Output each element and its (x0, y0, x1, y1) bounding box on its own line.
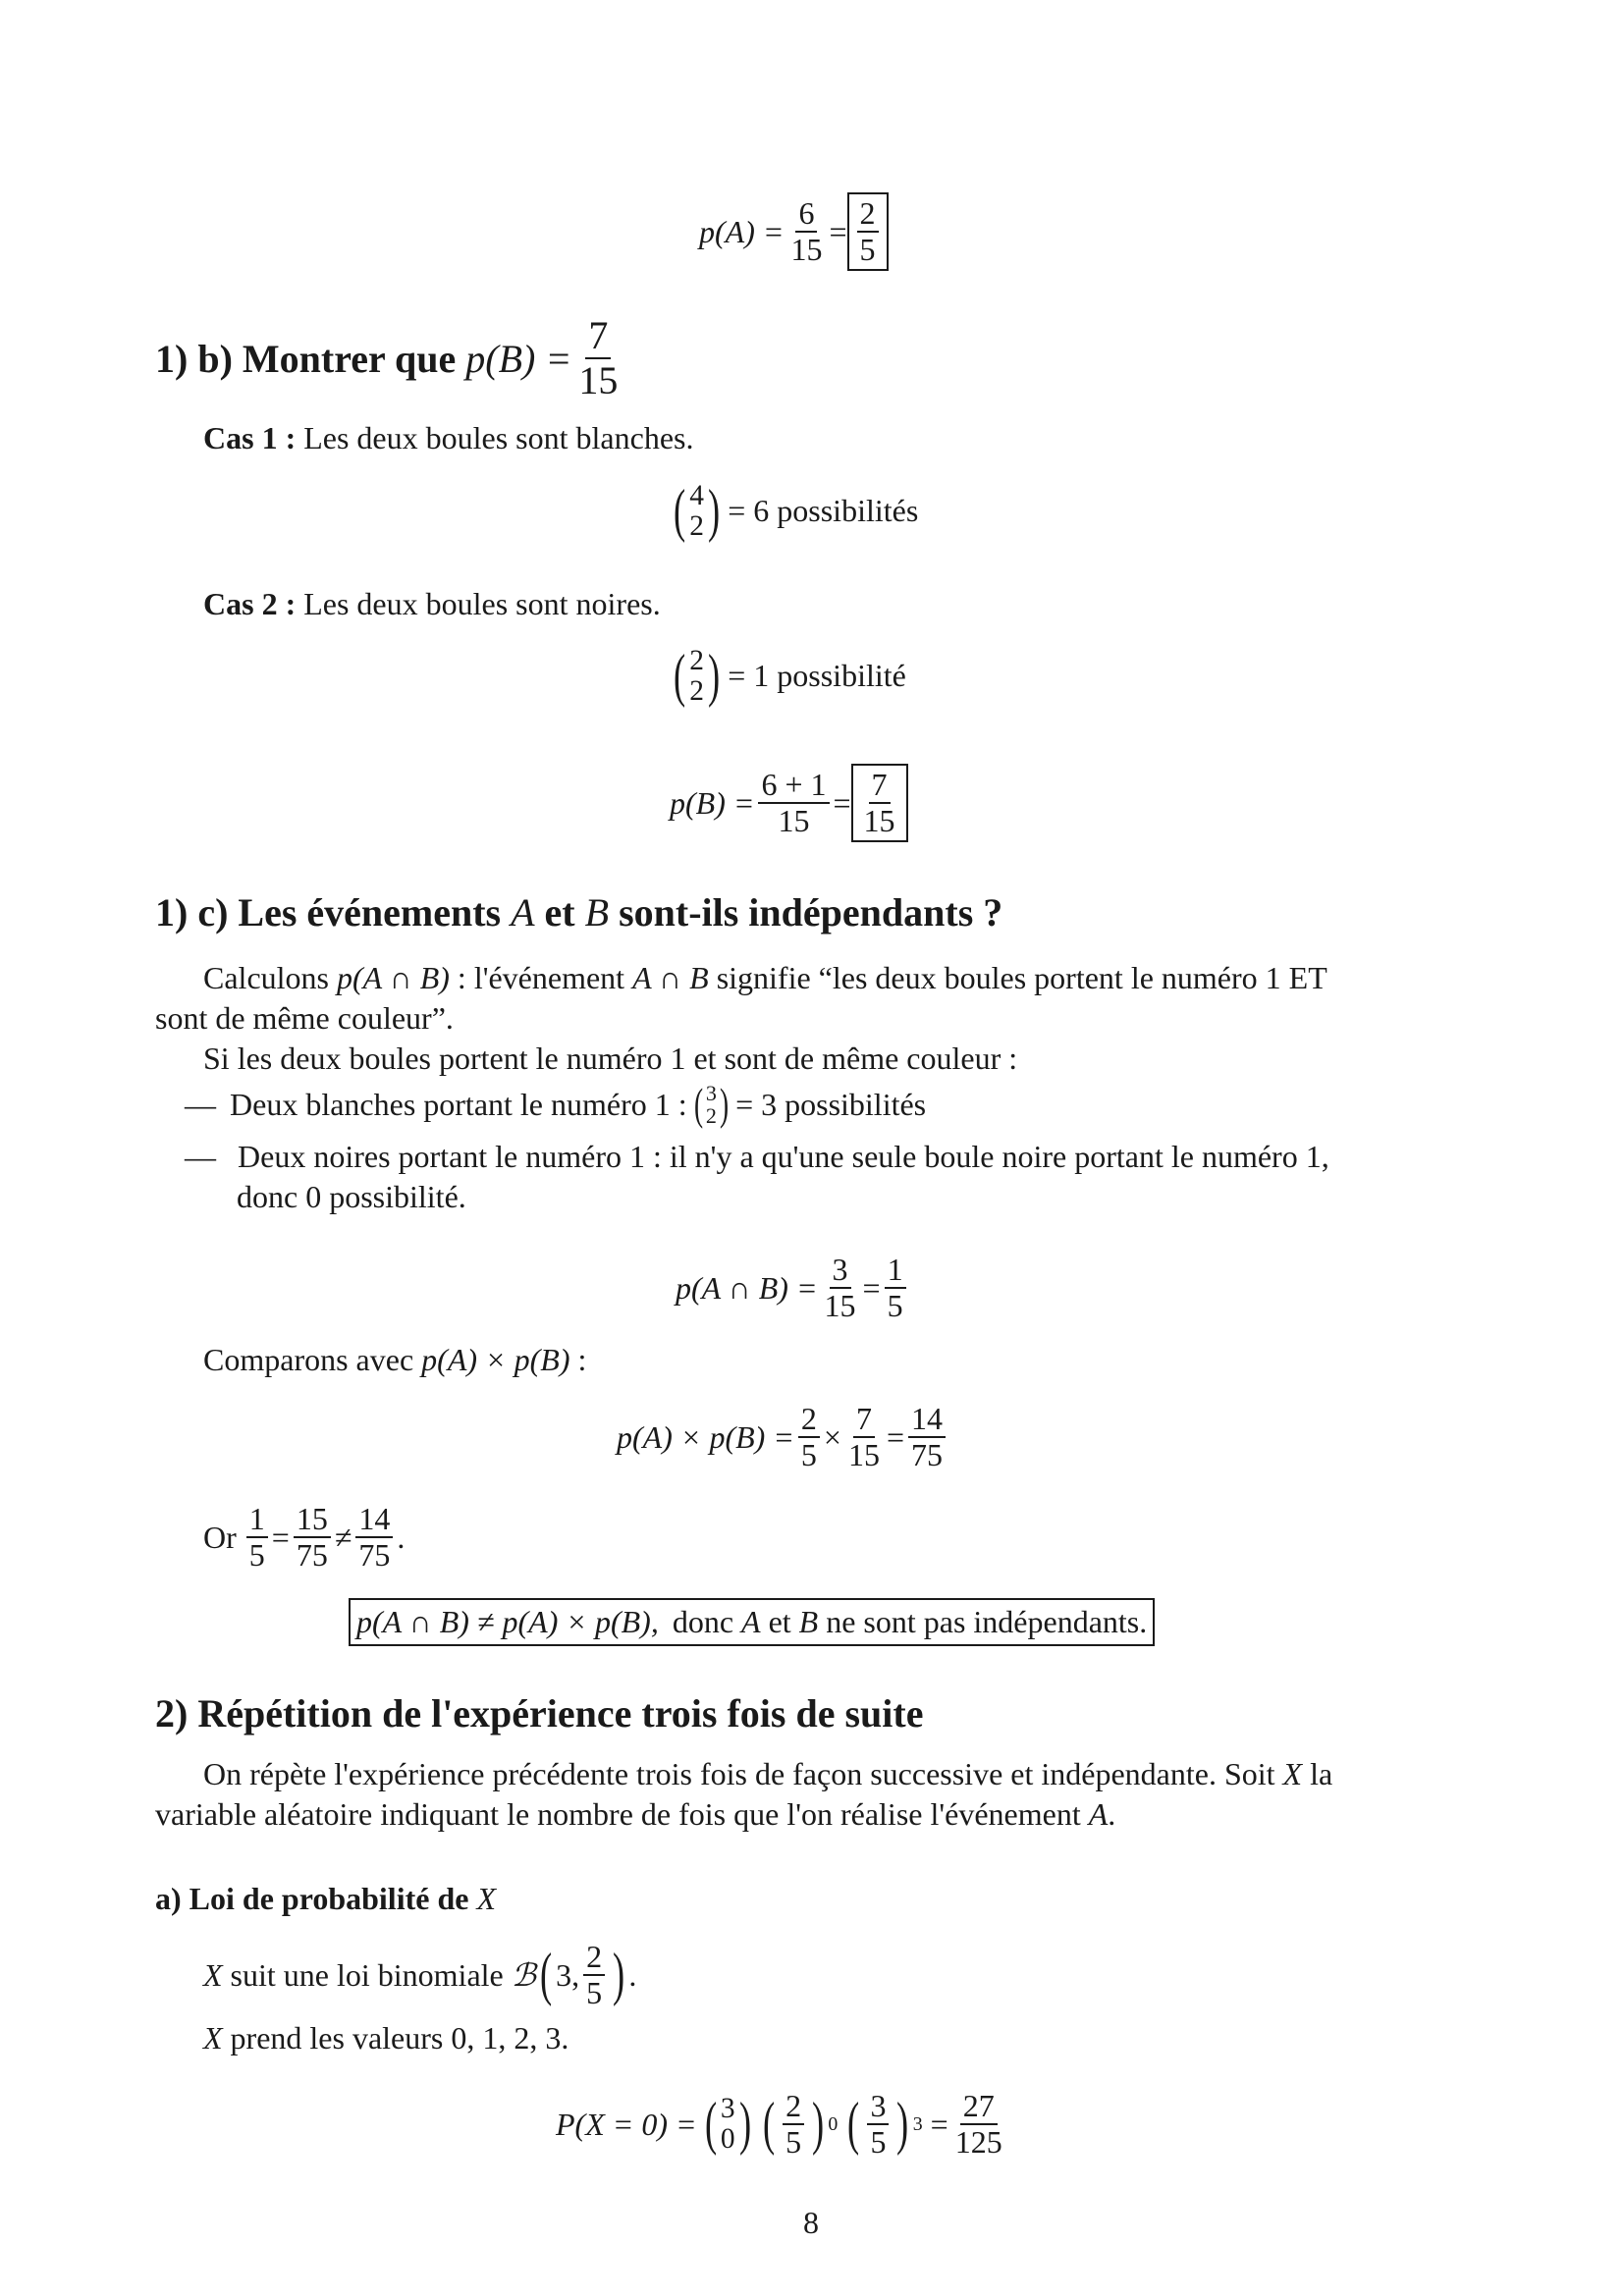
equals: = (886, 1418, 904, 1455)
subsection-heading-2a (155, 1881, 496, 1917)
formula-lhs: p(A) = (699, 213, 785, 249)
binom-top: 4 (689, 480, 704, 511)
paren-close: ) (812, 2090, 825, 2157)
binomial-coefficient: ( 2 2 ) (674, 642, 721, 709)
boxed-conclusion (349, 1598, 1155, 1646)
text: la (1310, 1756, 1333, 1791)
comparison-line (203, 1502, 405, 1573)
numerator: 14 (355, 1502, 393, 1538)
section-heading-2: 2) Répétition de l'expérience trois fois de suite (155, 1691, 924, 1735)
binom-result: = 1 possibilité (728, 658, 906, 694)
text: signifie “les deux boules portent le numéro 1 ET (716, 960, 1327, 995)
binomial-coefficient: ( 4 2 ) (674, 477, 721, 544)
fraction (845, 1402, 883, 1472)
numerator: 1 (246, 1502, 268, 1538)
formula-lhs: p(B) = (670, 784, 755, 821)
numerator: 2 (583, 1940, 605, 1976)
binomial-coefficient: ( 3 0 ) (704, 2090, 751, 2157)
text: variable aléatoire indiquant le nombre de fois que l'on réalise l'événement (155, 1796, 1081, 1832)
denominator: 15 (824, 1288, 856, 1324)
formula-lhs: p(A) × p(B) = (617, 1418, 794, 1455)
math: B (798, 1604, 819, 1639)
exponent: 0 (828, 2112, 839, 2135)
denominator: 15 (790, 232, 823, 268)
paragraph-line (203, 2020, 568, 2056)
heading-text: 1) b) Montrer que (155, 336, 457, 381)
fraction (857, 196, 879, 267)
denominator: 5 (859, 232, 876, 268)
math: p(A ∩ B) ≠ p(A) × p(B), (356, 1604, 659, 1639)
fraction (246, 1502, 268, 1573)
denominator: 15 (578, 358, 619, 402)
numerator: 3 (830, 1253, 851, 1289)
text: donc (672, 1604, 734, 1639)
text: . (1108, 1796, 1116, 1832)
denominator: 15 (863, 803, 895, 839)
text: Comparons avec (203, 1342, 414, 1377)
binomial-script-b: ℬ (511, 1957, 536, 1994)
heading-text: sont-ils indépendants ? (619, 890, 1003, 934)
paragraph-line (155, 1796, 1115, 1833)
denominator: 15 (847, 1437, 880, 1473)
case-text: Les deux boules sont blanches. (303, 420, 694, 455)
math: p(A) × p(B) (421, 1342, 570, 1377)
denominator: 125 (954, 2124, 1002, 2161)
text: suit une loi binomiale (230, 1956, 504, 1993)
formula-pAB (676, 1253, 910, 1323)
bullet-dash: — (185, 1086, 216, 1122)
fraction (908, 1402, 946, 1472)
math: p(A ∩ B) (336, 960, 450, 995)
list-item (185, 1079, 927, 1130)
heading-math: X (476, 1881, 496, 1916)
text: : l'événement (457, 960, 625, 995)
numerator: 14 (908, 1402, 946, 1438)
text: Calculons (203, 960, 329, 995)
numerator: 6 + 1 (758, 768, 829, 804)
binomial-coefficient-line-2 (666, 642, 906, 709)
math: A ∩ B (632, 960, 709, 995)
list-item-text: Deux blanches portant le numéro 1 : (230, 1086, 687, 1122)
denominator: 75 (296, 1537, 328, 1574)
paragraph-line (203, 1342, 586, 1378)
numerator: 1 (885, 1253, 906, 1289)
denominator: 75 (911, 1437, 943, 1473)
denominator: 5 (887, 1288, 903, 1324)
formula-product (617, 1402, 949, 1472)
binom-result: = 3 possibilités (735, 1086, 927, 1122)
heading-var-a: A (511, 890, 535, 934)
case-text: Les deux boules sont noires. (303, 586, 661, 621)
equals: = (829, 213, 847, 249)
heading-text: a) Loi de probabilité de (155, 1881, 469, 1916)
heading-var-b: B (584, 890, 610, 934)
math: 0, 1, 2, 3. (451, 2020, 569, 2056)
numerator: 2 (798, 1402, 820, 1438)
binom-bottom: 2 (689, 674, 704, 707)
numerator: 2 (857, 196, 879, 233)
text: prend les valeurs (230, 2020, 444, 2056)
equals: = (271, 1519, 290, 1555)
exponent: 3 (912, 2112, 923, 2135)
fraction (583, 1940, 605, 2010)
paragraph-line (203, 1756, 1332, 1792)
section-heading-1b (155, 314, 624, 402)
fraction (952, 2089, 1005, 2160)
math: A (1088, 1796, 1109, 1832)
paren-open: ( (847, 2090, 860, 2157)
case-label: Cas 1 : (203, 420, 297, 455)
math: X (203, 2020, 223, 2056)
binom-top: 3 (705, 1081, 717, 1105)
binom-bottom: 2 (689, 509, 704, 542)
equals: = (930, 2106, 948, 2142)
formula-pB (670, 764, 908, 842)
fraction (783, 2089, 804, 2160)
fraction (798, 1402, 820, 1472)
numerator: 15 (294, 1502, 331, 1538)
boxed-result (847, 192, 889, 271)
formula-pA (699, 192, 889, 271)
fraction (355, 1502, 393, 1573)
text: : (577, 1342, 587, 1377)
equals: = (833, 784, 851, 821)
binom-bottom: 2 (705, 1103, 717, 1129)
fraction (575, 314, 621, 402)
heading-text: et (544, 890, 575, 934)
fraction (861, 768, 898, 838)
boxed-result (851, 764, 908, 842)
binom-top: 2 (689, 645, 704, 676)
period: . (628, 1956, 637, 1993)
not-equals: ≠ (334, 1519, 352, 1555)
formula-lhs: P(X = 0) = (556, 2106, 697, 2142)
binom-result: = 6 possibilités (728, 493, 919, 529)
numerator: 7 (585, 314, 611, 359)
times: × (823, 1418, 841, 1455)
formula-px0 (556, 2089, 1009, 2160)
denominator: 5 (248, 1537, 265, 1574)
math: X (1282, 1756, 1303, 1791)
binomial-law-line (203, 1940, 636, 2010)
fraction (867, 2089, 889, 2160)
text: et (768, 1604, 791, 1639)
numerator: 6 (795, 196, 817, 233)
numerator: 7 (853, 1402, 875, 1438)
fraction (885, 1253, 906, 1323)
paren-open: ( (762, 2090, 776, 2157)
fraction (294, 1502, 331, 1573)
fraction (758, 768, 829, 838)
denominator: 5 (800, 1437, 817, 1473)
text: On répète l'expérience précédente trois fois de façon successive et indépendante. Soit (203, 1756, 1275, 1791)
binom-bottom: 0 (720, 2123, 735, 2156)
paren-open: ( (539, 1941, 553, 2007)
page-number: 8 (803, 2205, 819, 2240)
numerator: 3 (867, 2089, 889, 2125)
text: Or (203, 1519, 237, 1555)
binomial-coefficient: ( 3 2 ) (693, 1079, 730, 1130)
list-item-continuation: donc 0 possibilité. (237, 1179, 466, 1214)
list-item (185, 1139, 1329, 1175)
binom-top: 3 (720, 2093, 735, 2125)
binomial-coefficient-line-1 (666, 477, 919, 544)
section-heading-1c (155, 889, 1002, 935)
fraction (822, 1253, 859, 1323)
fraction (787, 196, 825, 267)
paren-close: ) (896, 2090, 909, 2157)
equals: = (862, 1269, 881, 1306)
numerator: 2 (783, 2089, 804, 2125)
paragraph-line: sont de même couleur”. (155, 1000, 454, 1036)
numerator: 27 (960, 2089, 998, 2125)
case-1 (203, 420, 693, 456)
period: . (397, 1519, 406, 1555)
paragraph-line (203, 960, 1327, 996)
denominator: 75 (358, 1537, 391, 1574)
math: X (203, 1956, 223, 1993)
case-label: Cas 2 : (203, 586, 297, 621)
text: ne sont pas indépendants. (826, 1604, 1148, 1639)
heading-math: p(B) = (465, 336, 572, 381)
heading-text: 1) c) Les événements (155, 890, 502, 934)
case-2 (203, 586, 661, 622)
parameter-n: 3, (556, 1956, 580, 1993)
denominator: 5 (870, 2124, 887, 2161)
formula-lhs: p(A ∩ B) = (676, 1269, 818, 1306)
denominator: 15 (778, 803, 810, 839)
math: A (741, 1604, 761, 1639)
bullet-dash: — (185, 1139, 216, 1174)
numerator: 7 (869, 768, 891, 804)
paren-close: ) (613, 1941, 625, 2007)
denominator: 5 (586, 1975, 603, 2011)
denominator: 5 (785, 2124, 802, 2161)
list-item-text: Deux noires portant le numéro 1 : il n'y a qu'une seule boule noire portant le numéro 1, (238, 1139, 1329, 1174)
paragraph-line: Si les deux boules portent le numéro 1 et sont de même couleur : (203, 1041, 1018, 1076)
